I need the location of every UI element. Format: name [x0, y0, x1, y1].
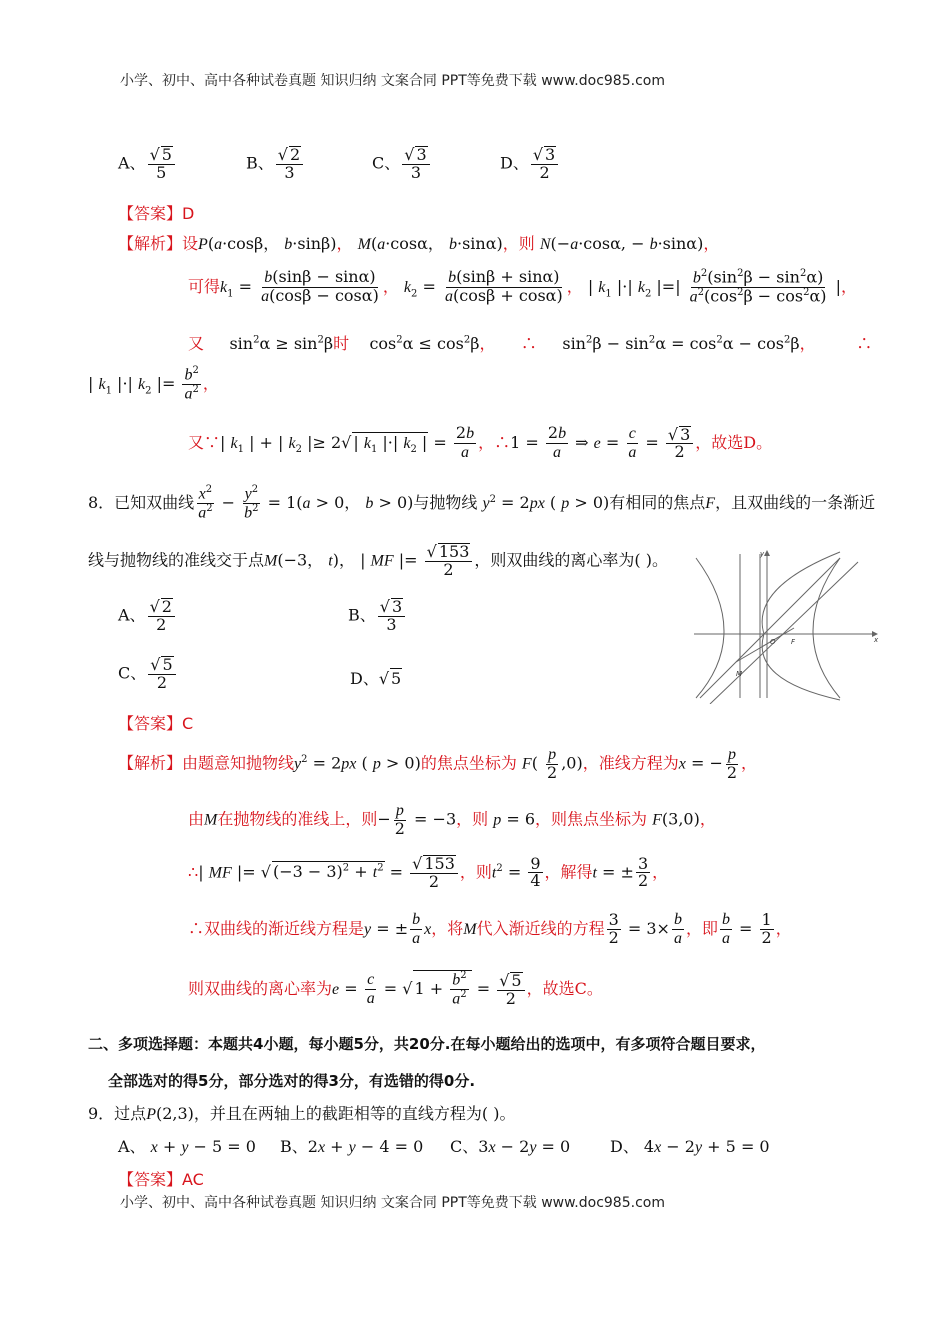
asymptote-1: [700, 558, 840, 698]
q7-options: A、 $\frac{√ 5}{5}$: [118, 146, 177, 182]
q7-option-b-label: B、: [246, 153, 274, 173]
text: ，则: [459, 862, 492, 882]
text: ，并且在两轴上的截距相等的直线方程为( )。: [193, 1104, 516, 1123]
text: ，解得: [544, 862, 593, 882]
answer-tag: 【答案】: [118, 1170, 183, 1189]
text: ，∴: [478, 432, 511, 452]
q8-option-c: C、 $\frac{√ 5}{2}$: [118, 656, 178, 692]
option-label: C、: [118, 663, 147, 683]
text: 时: [333, 334, 350, 353]
q8-solution-line4: ∴双曲线的渐近线方程是y = ± $\frac{b}{a}$ x，将M代入渐近线的方程 $\frac{3}{2}$ = 3× $\frac{b}{a}$ ，即 $\frac{b}{a}$ = $\frac{1}{2}$ ，: [188, 910, 792, 947]
text: ，则双曲线的离心率为( )。: [474, 550, 668, 570]
q8-figure: [690, 548, 880, 704]
section2-line1: 二、多项选择题：本题共4小题，每小题5分，共20分.在每小题给出的选项中，有多项符合题目要求，: [88, 1035, 766, 1053]
q9-option-d: D、 4x − 2y + 5 = 0: [610, 1137, 770, 1156]
analysis-tag: 【解析】: [118, 753, 183, 773]
text: 由题意知抛物线: [182, 753, 295, 773]
option-label: B、: [280, 1137, 308, 1156]
section2-line2: 全部选对的得5分，部分选对的得3分，有选错的得0分.: [108, 1072, 476, 1090]
q8-solution-line5: 则双曲线的离心率为e = $\frac{c}{a}$ = √ 1 + $\frac{b^2}{a^2}$ = $\frac{√ 5}{2}$ ，故选C。: [188, 970, 603, 1008]
text: 线与抛物线的准线交于点: [88, 550, 265, 570]
q8-stem-line1: 8．已知双曲线 $\frac{x^2}{a^2}$ − $\frac{y^2}{b^2}$ = 1(a > 0， b > 0)与抛物线 $y^2 = 2px$ ( p > 0)有相同的焦点F，且双曲线的一条渐近: [88, 484, 876, 522]
hyperbola-left-branch: [696, 558, 724, 698]
text: 8．已知双曲线: [88, 493, 195, 513]
focus-label: F: [791, 638, 796, 646]
text: ，: [699, 809, 716, 829]
text: 则双曲线的离心率为: [188, 979, 333, 999]
analysis-tag: 【解析】: [118, 234, 183, 253]
q7-analysis-line1: 【解析】设P(a·cosβ， b·sinβ)， M(a·cosα， b·sinα)，则 N(−a·cosα, − b·sinα)，: [118, 234, 720, 253]
q7-analysis-line5: 又∵| $k_1$ | + | $k_2$ |≥ 2√ | $k_1$ |·| $k_2$ | = $\frac{2b}{a}$ ，∴1 = $\frac{2b}{a}$ ⇒ e = $\frac{c}{a}$ = $\frac{√ 3}{2}$ ，故选D。: [188, 423, 773, 462]
q7-option-b: B、 $\frac{√ 2}{3}$: [246, 146, 305, 182]
text: 在抛物线的准线上，则: [217, 809, 378, 829]
text: 设: [182, 234, 199, 253]
answer-value: AC: [182, 1170, 204, 1189]
x-axis-label: x: [874, 636, 879, 644]
therefore-symbol: ∴: [856, 334, 873, 353]
q7-option-a-label: A、: [118, 153, 146, 173]
q9-stem: 9．过点P(2,3)，并且在两轴上的截距相等的直线方程为( )。: [88, 1104, 516, 1123]
q7-option-d-label: D、: [500, 153, 529, 173]
text: ∴双曲线的渐近线方程是: [188, 918, 365, 938]
q8-solution-line3: ∴| MF |= √ $(-3 - 3)^2 + t^2$ = $\frac{√ 153}{2}$ ，则$t^2$ = $\frac{9}{4}$ ，解得t = ± $\frac{3}{2}$ ，: [188, 853, 669, 891]
q9-option-a: A、 x + y − 5 = 0: [118, 1137, 256, 1156]
text: ，则焦点坐标为: [535, 809, 648, 829]
text: ，: [336, 234, 353, 253]
option-label: C、: [450, 1137, 479, 1156]
text: ，: [741, 753, 758, 773]
q9-option-c: C、3x − 2y = 0: [450, 1137, 571, 1156]
text: 可得: [188, 277, 221, 297]
option-label: B、: [348, 605, 376, 625]
q8-option-d: D、√ 5: [350, 669, 402, 688]
q7-analysis-line4: | $k_1$ |·| $k_2$ |= $\frac{b^2}{a^2}$ ，: [88, 365, 219, 403]
text: ，则: [502, 234, 535, 253]
text: 又∵: [188, 432, 221, 452]
text: ，: [479, 334, 496, 353]
text: ，: [775, 918, 792, 938]
answer-tag: 【答案】: [118, 714, 183, 733]
page-footer: 小学、初中、高中各种试卷真题 知识归纳 文案合同 PPT等免费下载 www.doc985.com: [120, 1195, 665, 1211]
text: 又: [188, 334, 205, 353]
option-label: A、: [118, 1137, 146, 1156]
q7-analysis-line2: 可得$k_1$ = $\frac{b(\sin\beta - \sin\alpha)}{a(\cos\beta - \cos\alpha)}$ ， $k_2$ = $\frac{b(\sin\beta + \sin\alpha)}{a(\cos\beta + \cos\alpha)}$ ， | $k_1$ |·| $k_2$ |=| $\frac{b^2(\sin^2\beta - \sin^2\alpha)}{a^2(\cos^2\beta - \cos^2\alpha)}$ |，: [188, 267, 858, 306]
q8-stem-line2: 线与抛物线的准线交于点M(−3， t)， | MF |= $\frac{√ 153}{2}$ ，则双曲线的离心率为( )。: [88, 542, 668, 579]
text: 代入渐近线的方程: [476, 918, 605, 938]
text: ，: [703, 234, 720, 253]
q8-solution-line2: 由M在抛物线的准线上，则− $\frac{p}{2}$ = −3，则 p = 6，则焦点坐标为 F(3,0)，: [188, 802, 716, 838]
text: ，: [382, 277, 399, 297]
answer-value: D: [182, 204, 195, 223]
q8-option-a: A、 $\frac{√ 2}{2}$: [118, 598, 177, 634]
q7-analysis-line3: 又 $\sin^2\alpha \ge \sin^2\beta$时 $\cos^2\alpha \le \cos^2\beta$， ∴ $\sin^2\beta - \sin^2\alpha = \cos^2\alpha - \cos^2\beta$， ∴: [188, 334, 873, 353]
therefore-symbol: ∴: [520, 334, 537, 353]
q9-answer: [118, 1167, 204, 1190]
text: ，将: [431, 918, 464, 938]
option-label: D、: [350, 669, 379, 688]
q7-option-d: D、 $\frac{√ 3}{2}$: [500, 146, 560, 182]
text: ，: [841, 277, 858, 297]
text: 的焦点坐标为: [420, 753, 517, 773]
page-header: 小学、初中、高中各种试卷真题 知识归纳 文案合同 PPT等免费下载 www.doc985.com: [120, 73, 665, 89]
q7-option-c: C、 $\frac{√ 3}{3}$: [372, 146, 432, 182]
text: 有相同的焦点: [609, 493, 706, 513]
q8-answer: [118, 711, 193, 734]
therefore-symbol: ∴: [188, 862, 199, 882]
hyperbola-right-branch: [813, 558, 840, 698]
answer-value: C: [182, 714, 194, 733]
q7-answer: [118, 201, 194, 224]
q7-option-c-label: C、: [372, 153, 401, 173]
text: 与抛物线: [413, 493, 478, 513]
text: ，: [338, 550, 355, 570]
text: 9．过点: [88, 1104, 147, 1123]
text: ，且双曲线的一条渐近: [715, 493, 876, 513]
text: ，准线方程为: [582, 753, 679, 773]
text: ，故选D。: [695, 432, 773, 452]
option-label: D、: [610, 1137, 639, 1156]
answer-tag: 【答案】: [118, 204, 183, 223]
point-m-label: M: [736, 670, 743, 678]
text: ，则: [456, 809, 489, 829]
text: ，即: [685, 918, 718, 938]
parabola-curve: [762, 552, 840, 700]
text: ，: [652, 862, 669, 882]
text: ，: [566, 277, 583, 297]
q8-option-b: B、 $\frac{√ 3}{3}$: [348, 598, 407, 634]
text: ，: [202, 374, 219, 394]
y-axis-arrow: [764, 550, 770, 556]
option-label: A、: [118, 605, 146, 625]
y-axis-label: y: [760, 550, 765, 558]
q9-option-b: B、2x + y − 4 = 0: [280, 1137, 424, 1156]
text: ，故选C。: [526, 979, 603, 999]
origin-label: O: [770, 638, 776, 646]
text: 由: [188, 809, 205, 829]
q8-solution-line1: 【解析】由题意知抛物线$y^2 = 2px$ ( p > 0)的焦点坐标为 F( $\frac{p}{2}$ ,0)，准线方程为x = − $\frac{p}{2}$ ，: [118, 746, 758, 782]
text: ，: [799, 334, 816, 353]
